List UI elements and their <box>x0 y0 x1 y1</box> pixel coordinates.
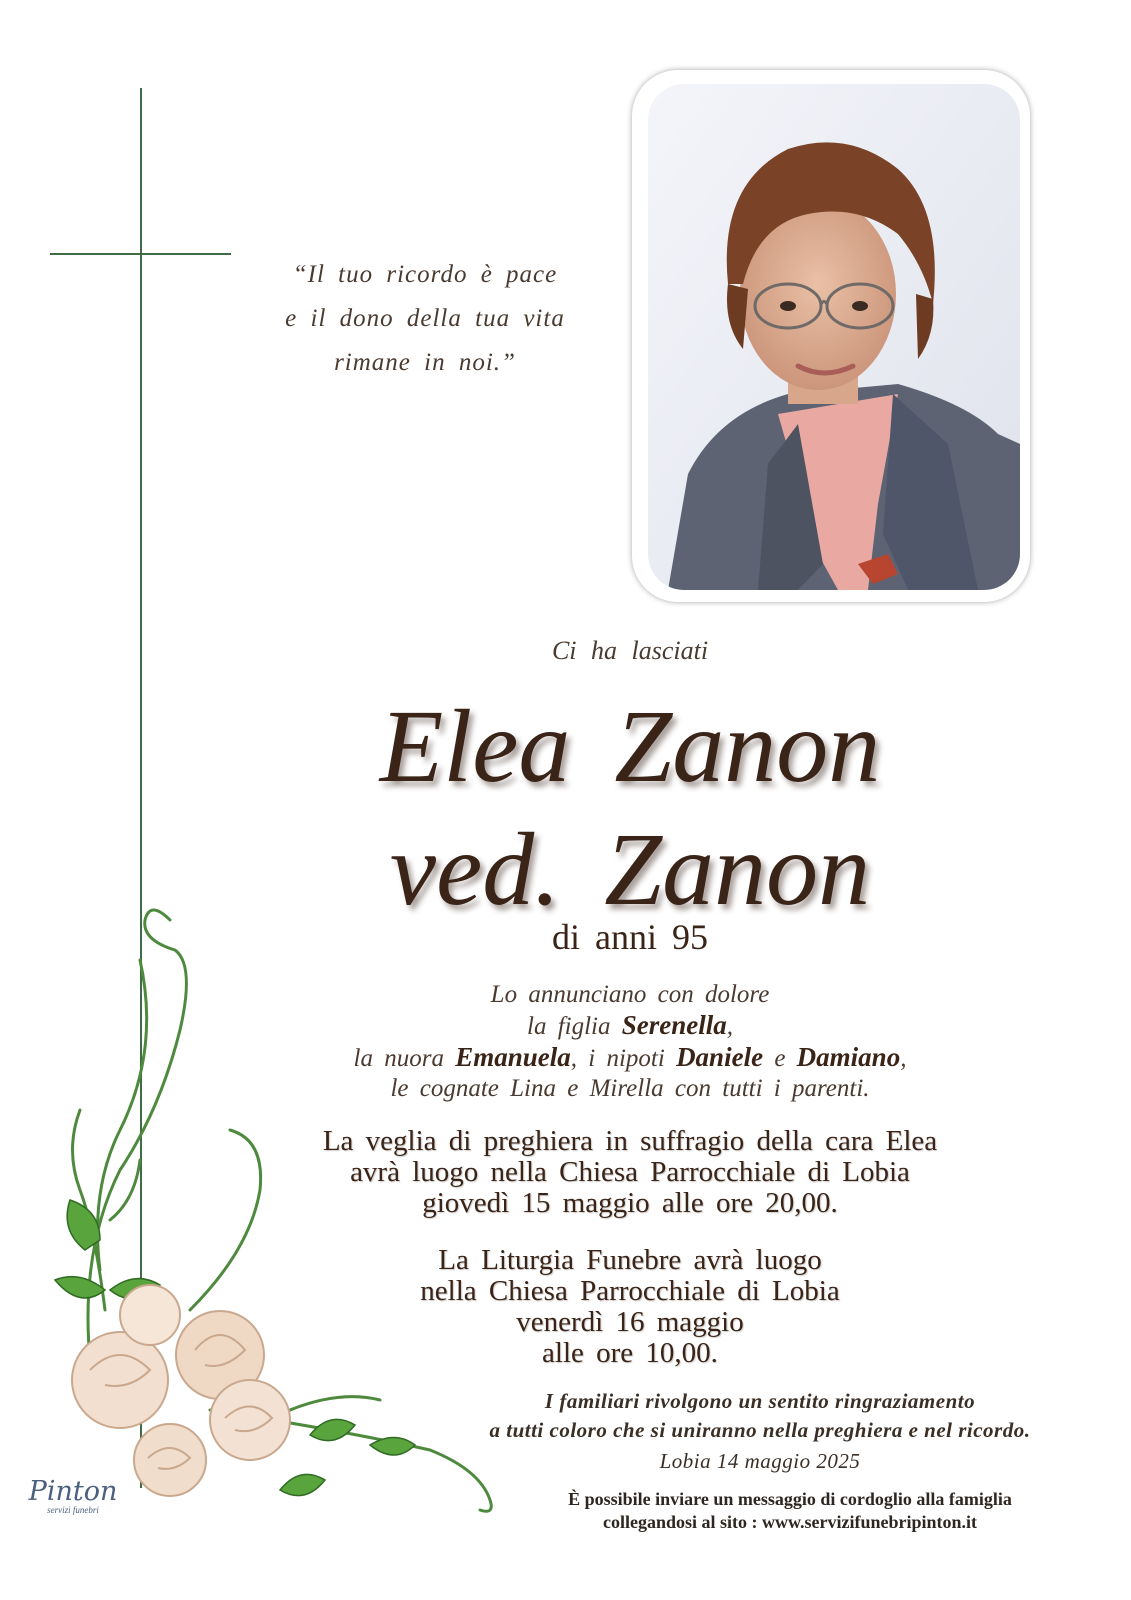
deceased-name: Elea Zanon <box>379 689 881 804</box>
announcement-text: e <box>774 1045 786 1072</box>
announcement-text: , <box>726 1013 733 1040</box>
family-member-name: Serenella <box>621 1010 727 1040</box>
announcement-line: Lo annunciano con dolore <box>490 981 770 1008</box>
vigil-line: La veglia di preghiera in suffragio della cara Elea <box>322 1125 938 1157</box>
rose-decoration <box>10 890 530 1550</box>
funeral-line: venerdì 16 maggio <box>516 1306 744 1338</box>
deceased-name-widow: ved. Zanon <box>389 812 871 927</box>
memorial-quote <box>260 253 590 385</box>
funeral-line: nella Chiesa Parrocchiale di Lobia <box>420 1275 840 1307</box>
portrait-photo <box>648 84 1020 590</box>
logo-subtitle: servizi funebri <box>47 1505 99 1515</box>
family-member-name: Emanuela <box>455 1042 571 1072</box>
family-member-name: Daniele <box>676 1042 764 1072</box>
family-member-name: Damiano <box>796 1042 901 1072</box>
funeral-line: alle ore 10,00. <box>542 1337 718 1369</box>
announcement-text: , i nipoti <box>570 1045 665 1072</box>
condolence-footer <box>500 1488 1080 1534</box>
quote-line: rimane in noi.” <box>334 349 516 376</box>
vigil-line: giovedì 15 maggio alle ore 20,00. <box>422 1187 838 1219</box>
announcement-line: le cognate Lina e Mirella con tutti i parenti. <box>390 1075 870 1102</box>
vigil-line: avrà luogo nella Chiesa Parrocchiale di Lobia <box>350 1156 910 1188</box>
leadin-text: Ci ha lasciati <box>551 636 709 665</box>
quote-line: “Il tuo ricordo è pace <box>292 261 558 288</box>
place-date: Lobia 14 maggio 2025 <box>659 1449 861 1473</box>
announcement-text: , <box>900 1045 907 1072</box>
footer-line: È possibile inviare un messaggio di cordoglio alla famiglia <box>568 1489 1012 1509</box>
funeral-line: La Liturgia Funebre avrà luogo <box>438 1244 822 1276</box>
announcement-text: la figlia <box>527 1013 611 1040</box>
announcement-text: la nuora <box>353 1045 444 1072</box>
cross-horizontal-bar <box>50 253 231 255</box>
logo-name: Pinton <box>28 1476 118 1507</box>
thanks-line: I familiari rivolgono un sentito ringraziamento <box>544 1389 976 1413</box>
funeral-home-logo <box>18 1470 128 1530</box>
thanks-line: a tutti coloro che si uniranno nella preghiera e nel ricordo. <box>489 1418 1031 1442</box>
quote-line: e il dono della tua vita <box>285 305 565 332</box>
footer-line: collegandosi al sito : www.servizifunebripinton.it <box>602 1512 977 1532</box>
age-text: di anni 95 <box>552 917 708 957</box>
